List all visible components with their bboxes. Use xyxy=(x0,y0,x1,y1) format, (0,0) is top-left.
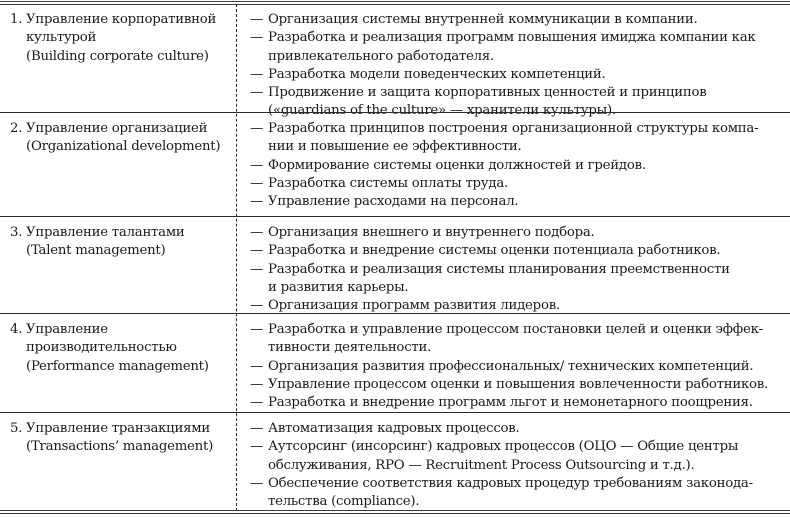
item-line: Формирование системы оценки должностей и грейдов. xyxy=(268,157,646,173)
dash-bullet-icon: — xyxy=(250,421,264,436)
item-line: Организация развития профессиональных/ технических компетенций. xyxy=(268,358,754,374)
table-row xyxy=(0,314,790,412)
list-item xyxy=(252,29,782,66)
dash-bullet-icon: — xyxy=(250,12,264,27)
table-row xyxy=(0,113,790,216)
list-item xyxy=(252,175,782,193)
title-line: Управление корпоративной xyxy=(26,12,217,27)
list-item xyxy=(252,420,782,438)
list-item xyxy=(252,157,782,175)
item-line: Разработка и реализация программ повышения имиджа компании как xyxy=(268,30,756,46)
function-tasks xyxy=(252,224,782,315)
dash-bullet-icon: — xyxy=(250,121,264,136)
item-line: Обеспечение соответствия кадровых процедур требованиям законода- xyxy=(268,475,753,491)
item-line: Аутсорсинг (инсорсинг) кадровых процессов (ОЦО — Общие центры xyxy=(268,439,739,455)
dash-bullet-icon: — xyxy=(250,157,264,173)
item-line: Разработка и реализация системы планирования преемственности xyxy=(268,261,730,277)
item-line: Разработка системы оплаты труда. xyxy=(268,175,508,191)
item-line: Организация программ развития лидеров. xyxy=(268,298,560,314)
function-title xyxy=(10,120,230,157)
title-line: производительностью xyxy=(26,340,177,356)
list-item xyxy=(252,475,782,512)
dash-bullet-icon: — xyxy=(250,225,264,240)
table-row xyxy=(0,413,790,510)
list-item xyxy=(252,242,782,260)
title-line-english: (Organizational development) xyxy=(26,139,221,155)
item-line: обслуживания, RPO — Recruitment Process Outsourcing и т.д.). xyxy=(268,457,695,473)
item-line: Управление процессом оценки и повышения вовлеченности работников. xyxy=(268,376,768,392)
dash-bullet-icon: — xyxy=(250,194,264,210)
row-number: 2. xyxy=(10,121,23,136)
item-line: Организация системы внутренней коммуникации в компании. xyxy=(268,12,698,27)
function-tasks xyxy=(252,321,782,412)
item-line: Разработка и внедрение программ льгот и немонетарного поощрения. xyxy=(268,395,753,411)
title-line-english: (Building corporate culture) xyxy=(26,48,209,64)
dash-bullet-icon: — xyxy=(250,475,264,491)
dash-bullet-icon: — xyxy=(250,358,264,374)
item-line: Автоматизация кадровых процессов. xyxy=(268,421,520,436)
row-number: 5. xyxy=(10,421,23,436)
function-tasks xyxy=(252,420,782,511)
function-title xyxy=(10,420,230,457)
dash-bullet-icon: — xyxy=(250,439,264,455)
function-title xyxy=(10,321,230,376)
table-row xyxy=(0,4,790,119)
item-line: Разработка модели поведенческих компетенций. xyxy=(268,66,606,82)
list-item xyxy=(252,120,782,157)
item-line: («guardians of the culture» — хранители культуры). xyxy=(268,103,616,119)
function-tasks xyxy=(252,120,782,211)
function-title xyxy=(10,224,230,261)
list-item xyxy=(252,321,782,358)
list-item xyxy=(252,11,782,29)
item-line: Продвижение и защита корпоративных ценностей и принципов xyxy=(268,85,707,101)
dash-bullet-icon: — xyxy=(250,298,264,314)
list-item xyxy=(252,193,782,211)
dash-bullet-icon: — xyxy=(250,66,264,82)
row-number: 4. xyxy=(10,322,23,337)
dash-bullet-icon: — xyxy=(250,395,264,411)
item-line: Организация внешнего и внутреннего подбора. xyxy=(268,225,595,240)
dash-bullet-icon: — xyxy=(250,85,264,101)
title-line-english: (Performance management) xyxy=(26,358,209,374)
title-line-english: (Transactions’ management) xyxy=(26,439,214,455)
function-title xyxy=(10,11,230,66)
item-line: нии и повышение ее эффективности. xyxy=(268,139,522,155)
title-line: Управление талантами xyxy=(26,225,185,240)
table-bottom-rule xyxy=(0,510,790,514)
dash-bullet-icon: — xyxy=(250,243,264,259)
item-line: тивности деятельности. xyxy=(268,340,432,356)
dash-bullet-icon: — xyxy=(250,322,264,337)
dash-bullet-icon: — xyxy=(250,261,264,277)
title-line: Управление организацией xyxy=(26,121,208,136)
item-line: Разработка и управление процессом постановки целей и оценки эффек- xyxy=(268,322,763,337)
item-line: тельства (compliance). xyxy=(268,494,420,510)
list-item xyxy=(252,376,782,394)
row-number: 3. xyxy=(10,225,23,240)
item-line: Разработка и внедрение системы оценки потенциала работников. xyxy=(268,243,721,259)
dash-bullet-icon: — xyxy=(250,376,264,392)
list-item xyxy=(252,394,782,412)
item-line: и развития карьеры. xyxy=(268,279,409,295)
list-item xyxy=(252,438,782,475)
list-item xyxy=(252,224,782,242)
list-item xyxy=(252,66,782,84)
dash-bullet-icon: — xyxy=(250,30,264,46)
row-number: 1. xyxy=(10,12,23,27)
list-item xyxy=(252,261,782,298)
title-line-english: (Talent management) xyxy=(26,243,166,259)
list-item xyxy=(252,358,782,376)
dash-bullet-icon: — xyxy=(250,175,264,191)
title-line: Управление xyxy=(26,322,108,337)
function-tasks xyxy=(252,11,782,121)
item-line: привлекательного работодателя. xyxy=(268,48,494,64)
title-line: культурой xyxy=(26,30,97,46)
item-line: Разработка принципов построения организационной структуры компа- xyxy=(268,121,759,136)
item-line: Управление расходами на персонал. xyxy=(268,194,519,210)
title-line: Управление транзакциями xyxy=(26,421,210,436)
table-row xyxy=(0,217,790,313)
